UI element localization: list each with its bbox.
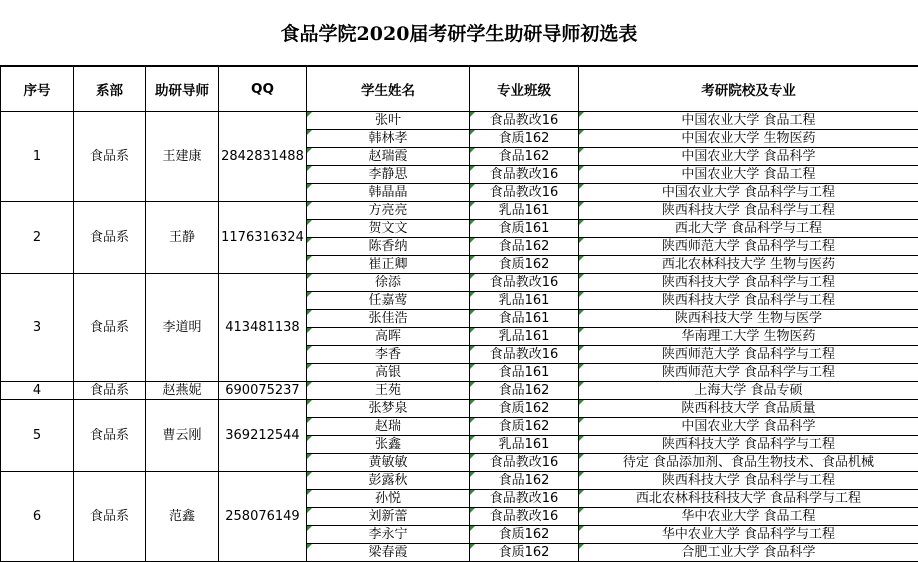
student-target[interactable]: 陕西师范大学 食品科学与工程 [579,364,918,382]
student-class[interactable]: 食品教改16 [470,454,579,472]
group-mentor[interactable]: 王建康 [146,112,219,202]
student-class[interactable]: 食质162 [470,130,579,148]
group-number[interactable]: 4 [1,382,74,400]
group-qq[interactable]: 2842831488 [219,112,307,202]
header-dept[interactable]: 系部 [74,67,146,112]
student-class[interactable]: 食品162 [470,472,579,490]
student-target[interactable]: 陕西科技大学 食品科学与工程 [579,436,918,454]
student-class[interactable]: 食品162 [470,148,579,166]
student-target[interactable]: 华中农业大学 食品工程 [579,508,918,526]
group-dept[interactable]: 食品系 [74,274,146,382]
student-target[interactable]: 陕西科技大学 食品科学与工程 [579,292,918,310]
student-class[interactable]: 食质162 [470,400,579,418]
student-name[interactable]: 韩晶晶 [307,184,470,202]
student-target[interactable]: 待定 食品添加剂、食品生物技术、食品机械 [579,454,918,472]
student-name[interactable]: 贺文文 [307,220,470,238]
student-class[interactable]: 食质162 [470,544,579,562]
student-class[interactable]: 食品161 [470,310,579,328]
student-target[interactable]: 合肥工业大学 食品科学 [579,544,918,562]
student-target[interactable]: 中国农业大学 生物医药 [579,130,918,148]
student-name[interactable]: 彭露秋 [307,472,470,490]
student-target[interactable]: 西北农林科技大学 生物与医药 [579,256,918,274]
header-no[interactable]: 序号 [1,67,74,112]
student-class[interactable]: 食品教改16 [470,508,579,526]
group-qq[interactable]: 413481138 [219,274,307,382]
student-target[interactable]: 陕西科技大学 食品科学与工程 [579,472,918,490]
student-name[interactable]: 高晖 [307,328,470,346]
student-class[interactable]: 乳品161 [470,292,579,310]
student-name[interactable]: 陈香纳 [307,238,470,256]
table-row [1,400,918,418]
student-target[interactable]: 中国农业大学 食品工程 [579,112,918,130]
student-class[interactable]: 食品教改16 [470,490,579,508]
student-name[interactable]: 孙悦 [307,490,470,508]
table-row [1,202,918,220]
header-row [1,67,918,112]
table-row [1,472,918,490]
student-name[interactable]: 张梦泉 [307,400,470,418]
student-class[interactable]: 食品162 [470,382,579,400]
group-mentor[interactable]: 曹云刚 [146,400,219,472]
student-name[interactable]: 梁春霞 [307,544,470,562]
student-name[interactable]: 王苑 [307,382,470,400]
student-name[interactable]: 方亮亮 [307,202,470,220]
student-name[interactable]: 黄敏敏 [307,454,470,472]
group-qq[interactable]: 1176316324 [219,202,307,274]
student-target[interactable]: 陕西科技大学 生物与医学 [579,310,918,328]
group-mentor[interactable]: 李道明 [146,274,219,382]
student-name[interactable]: 徐添 [307,274,470,292]
student-name[interactable]: 李静思 [307,166,470,184]
student-target[interactable]: 中国农业大学 食品科学 [579,148,918,166]
group-number[interactable]: 2 [1,202,74,274]
group-dept[interactable]: 食品系 [74,472,146,562]
group-qq[interactable]: 258076149 [219,472,307,562]
header-target[interactable]: 考研院校及专业 [579,67,918,112]
student-class[interactable]: 食品教改16 [470,346,579,364]
student-class[interactable]: 乳品161 [470,328,579,346]
student-name[interactable]: 赵瑞 [307,418,470,436]
student-target[interactable]: 华中农业大学 食品科学与工程 [579,526,918,544]
student-class[interactable]: 乳品161 [470,436,579,454]
student-target[interactable]: 西北农林科技科技大学 食品科学与工程 [579,490,918,508]
table-row [1,382,918,400]
student-target[interactable]: 西北大学 食品科学与工程 [579,220,918,238]
student-name[interactable]: 张佳浩 [307,310,470,328]
student-class[interactable]: 食品162 [470,238,579,256]
group-number[interactable]: 3 [1,274,74,382]
student-name[interactable]: 高银 [307,364,470,382]
student-name[interactable]: 崔正卿 [307,256,470,274]
student-target[interactable]: 中国农业大学 食品科学 [579,418,918,436]
student-name[interactable]: 韩林孝 [307,130,470,148]
student-class[interactable]: 食品教改16 [470,112,579,130]
student-target[interactable]: 陕西科技大学 食品质量 [579,400,918,418]
header-student-name[interactable]: 学生姓名 [307,67,470,112]
student-name[interactable]: 张叶 [307,112,470,130]
student-name[interactable]: 任嘉莺 [307,292,470,310]
group-dept[interactable]: 食品系 [74,400,146,472]
group-dept[interactable]: 食品系 [74,382,146,400]
table-row [1,274,918,292]
group-mentor[interactable]: 范鑫 [146,472,219,562]
student-class[interactable]: 乳品161 [470,202,579,220]
student-class[interactable]: 食质161 [470,220,579,238]
student-class[interactable]: 食质162 [470,418,579,436]
student-class[interactable]: 食质162 [470,256,579,274]
group-mentor[interactable]: 赵燕妮 [146,382,219,400]
student-class[interactable]: 食品教改16 [470,166,579,184]
group-number[interactable]: 1 [1,112,74,202]
student-name[interactable]: 张鑫 [307,436,470,454]
header-qq[interactable]: QQ [219,67,307,112]
group-number[interactable]: 6 [1,472,74,562]
group-dept[interactable]: 食品系 [74,202,146,274]
student-class[interactable]: 食品161 [470,364,579,382]
student-name[interactable]: 李永宁 [307,526,470,544]
student-target[interactable]: 陕西科技大学 食品科学与工程 [579,274,918,292]
student-target[interactable]: 陕西科技大学 食品科学与工程 [579,202,918,220]
student-target[interactable]: 陕西师范大学 食品科学与工程 [579,238,918,256]
header-class[interactable]: 专业班级 [470,67,579,112]
group-number[interactable]: 5 [1,400,74,472]
group-mentor[interactable]: 王静 [146,202,219,274]
student-target[interactable]: 陕西师范大学 食品科学与工程 [579,346,918,364]
group-qq[interactable]: 369212544 [219,400,307,472]
student-name[interactable]: 李香 [307,346,470,364]
student-class[interactable]: 食品教改16 [470,184,579,202]
student-target[interactable]: 华南理工大学 生物医药 [579,328,918,346]
mentor-table [0,66,918,562]
student-target[interactable]: 中国农业大学 食品工程 [579,166,918,184]
student-name[interactable]: 赵瑞霞 [307,148,470,166]
header-mentor[interactable]: 助研导师 [146,67,219,112]
group-dept[interactable]: 食品系 [74,112,146,202]
student-class[interactable]: 食质162 [470,526,579,544]
student-class[interactable]: 食品教改16 [470,274,579,292]
student-target[interactable]: 上海大学 食品专硕 [579,382,918,400]
table-row [1,112,918,130]
group-qq[interactable]: 690075237 [219,382,307,400]
student-name[interactable]: 刘新蕾 [307,508,470,526]
sheet-title: 食品学院2020届考研学生助研导师初选表 [0,0,918,66]
student-target[interactable]: 中国农业大学 食品科学与工程 [579,184,918,202]
